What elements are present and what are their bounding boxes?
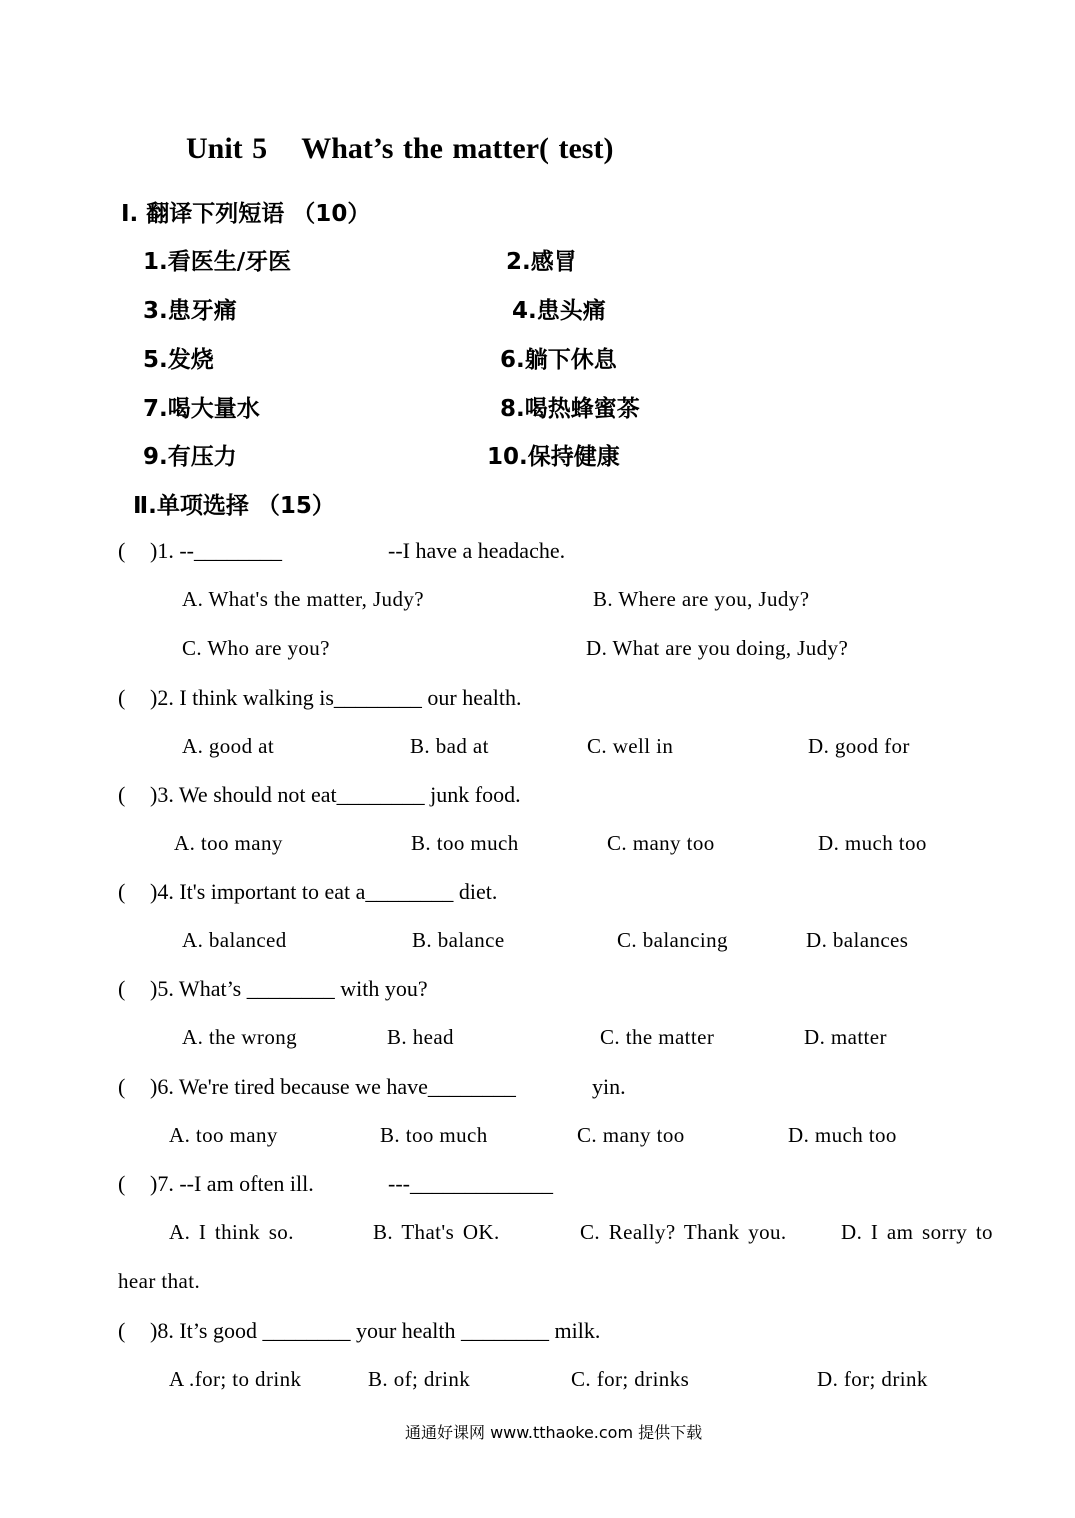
option-d: D. matter	[804, 1025, 887, 1049]
option-a: A. What's the matter, Judy?	[182, 587, 424, 611]
answer-bracket: (	[118, 976, 126, 1001]
phrase-item: 2.感冒	[506, 249, 577, 275]
option-b: B. balance	[412, 928, 505, 952]
question-stem: )8. It’s good ________ your health ________ milk.	[150, 1318, 601, 1343]
option-a: A. too many	[174, 831, 283, 855]
option-b: B. Where are you, Judy?	[593, 587, 810, 611]
phrase-item: 6.躺下休息	[500, 347, 617, 373]
question-stem-response: ---_____________	[388, 1171, 553, 1196]
phrase-item: 7.喝大量水	[143, 396, 260, 422]
title-text: What’s the matter( test)	[301, 132, 614, 165]
section1-heading: Ⅰ. 翻译下列短语 （10）	[121, 201, 371, 227]
section2-heading: Ⅱ.单项选择 （15）	[133, 493, 335, 519]
answer-bracket: (	[118, 1074, 126, 1099]
option-d: D. much too	[818, 831, 927, 855]
option-d-continued: hear that.	[118, 1269, 201, 1293]
question-stem: )7. --I am often ill.	[150, 1171, 314, 1196]
option-c: C. many too	[577, 1123, 685, 1147]
phrase-item: 4.患头痛	[512, 298, 606, 324]
option-d: D. good for	[808, 734, 910, 758]
option-b: B. too much	[411, 831, 519, 855]
phrase-item: 1.看医生/牙医	[143, 249, 292, 275]
phrase-item: 3.患牙痛	[143, 298, 237, 324]
question-stem: )3. We should not eat________ junk food.	[150, 782, 521, 807]
page-title	[186, 132, 613, 166]
phrase-item: 8.喝热蜂蜜茶	[500, 396, 640, 422]
answer-bracket: (	[118, 538, 126, 563]
option-a: A. balanced	[182, 928, 287, 952]
option-a: A. too many	[169, 1123, 278, 1147]
option-b: B. head	[387, 1025, 454, 1049]
option-a: A. the wrong	[182, 1025, 298, 1049]
option-d: D. What are you doing, Judy?	[586, 636, 849, 660]
option-c: C. many too	[607, 831, 715, 855]
answer-bracket: (	[118, 1318, 126, 1343]
option-d: D. I am sorry to	[841, 1220, 993, 1244]
option-a: A. good at	[182, 734, 275, 758]
option-d: D. balances	[806, 928, 909, 952]
question-stem: )4. It's important to eat a________ diet.	[150, 879, 498, 904]
option-d: D. for; drink	[817, 1367, 928, 1391]
option-b: B. That's OK.	[373, 1220, 500, 1244]
option-b: B. bad at	[410, 734, 489, 758]
title-unit: Unit 5	[186, 132, 268, 165]
question-stem: )5. What’s ________ with you?	[150, 976, 428, 1001]
question-stem: )6. We're tired because we have________	[150, 1074, 516, 1099]
option-c: C. for; drinks	[571, 1367, 690, 1391]
question-stem: )1. --________	[150, 538, 282, 563]
question-stem-response: --I have a headache.	[388, 538, 566, 563]
option-c: C. Really? Thank you.	[580, 1220, 787, 1244]
option-d: D. much too	[788, 1123, 897, 1147]
phrase-item: 10.保持健康	[487, 444, 620, 470]
option-c: C. balancing	[617, 928, 728, 952]
answer-bracket: (	[118, 879, 126, 904]
answer-bracket: (	[118, 685, 126, 710]
phrase-item: 5.发烧	[143, 347, 214, 373]
page-footer: 通通好课网 www.tthaoke.com 提供下载	[405, 1423, 703, 1442]
option-b: B. of; drink	[368, 1367, 471, 1391]
answer-bracket: (	[118, 782, 126, 807]
phrase-item: 9.有压力	[143, 444, 237, 470]
option-c: C. the matter	[600, 1025, 715, 1049]
question-stem-tail: yin.	[592, 1074, 626, 1099]
option-c: C. Who are you?	[182, 636, 330, 660]
option-a: A. I think so.	[169, 1220, 294, 1244]
option-a: A .for; to drink	[169, 1367, 302, 1391]
answer-bracket: (	[118, 1171, 126, 1196]
question-stem: )2. I think walking is________ our health.	[150, 685, 522, 710]
option-b: B. too much	[380, 1123, 488, 1147]
option-c: C. well in	[587, 734, 674, 758]
